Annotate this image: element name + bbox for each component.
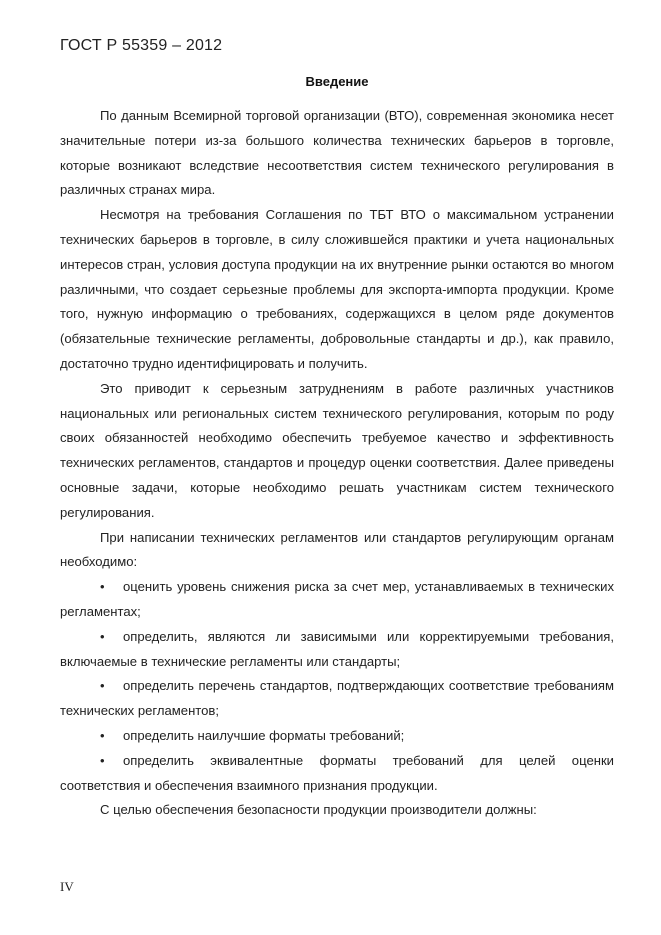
document-body xyxy=(60,104,614,823)
closing-paragraph: С целью обеспечения безопасности продукции производители должны: xyxy=(100,802,537,818)
bullet-text-4: определить наилучшие форматы требований; xyxy=(123,727,405,743)
paragraph-1: По данным Всемирной торговой организации (ВТО), современная экономика несет значительные потери из-за большого количества технических барьеров в торговле, которые возникают вследствие несоответствия систем технического регулирования в различных странах мира. xyxy=(60,108,614,198)
bullet-marker: • xyxy=(100,727,105,743)
bullet-marker: • xyxy=(100,678,105,694)
bullet-marker: • xyxy=(100,628,105,644)
document-code-header: ГОСТ Р 55359 – 2012 xyxy=(60,37,223,54)
bullet-marker: • xyxy=(100,579,105,595)
bullet-item-3 xyxy=(60,674,614,724)
page-number: IV xyxy=(60,879,74,894)
bullet-item-4 xyxy=(60,724,614,749)
section-title: Введение xyxy=(305,74,369,89)
bullet-text-2: определить, являются ли зависимыми или корректируемыми требования, включаемые в технические регламенты или стандарты; xyxy=(60,628,614,669)
paragraph-3: Это приводит к серьезным затруднениям в работе различных участников национальных или региональных систем технического регулирования, которым по роду своих обязанностей необходимо обеспечить требуемое качество и эффективность технических регламентов, стандартов и процедур оценки соответствия. Далее приведены основные задачи, которые необходимо решать участникам систем технического регулирования. xyxy=(60,380,614,520)
bullet-text-5: определить эквивалентные форматы требований для целей оценки соответствия и обеспечения взаимного признания продукции. xyxy=(60,752,614,793)
bullet-item-1 xyxy=(60,575,614,625)
bullet-text-3: определить перечень стандартов, подтверждающих соответствие требованиям технических регламентов; xyxy=(60,678,614,719)
bullet-item-2 xyxy=(60,625,614,675)
bullet-marker: • xyxy=(100,752,105,768)
bullet-text-1: оценить уровень снижения риска за счет мер, устанавливаемых в технических регламентах; xyxy=(60,579,614,619)
bullet-item-5 xyxy=(60,749,614,799)
paragraph-2: Несмотря на требования Соглашения по ТБТ ВТО о максимальном устранении технических барьеров в торговле, в силу сложившейся практики и учета национальных интересов стран, условия доступа продукции на их внутренние рынки остаются во многом различными, что создает серьезные проблемы для экспорта-импорта продукции. Кроме того, нужную информацию о требованиях, содержащихся в целом ряде документов (обязательные технические регламенты, добровольные стандарты и др.), как правило, достаточно трудно идентифицировать и получить. xyxy=(60,207,614,371)
paragraph-4: При написании технических регламентов или стандартов регулирующим органам необходимо: xyxy=(60,529,614,570)
